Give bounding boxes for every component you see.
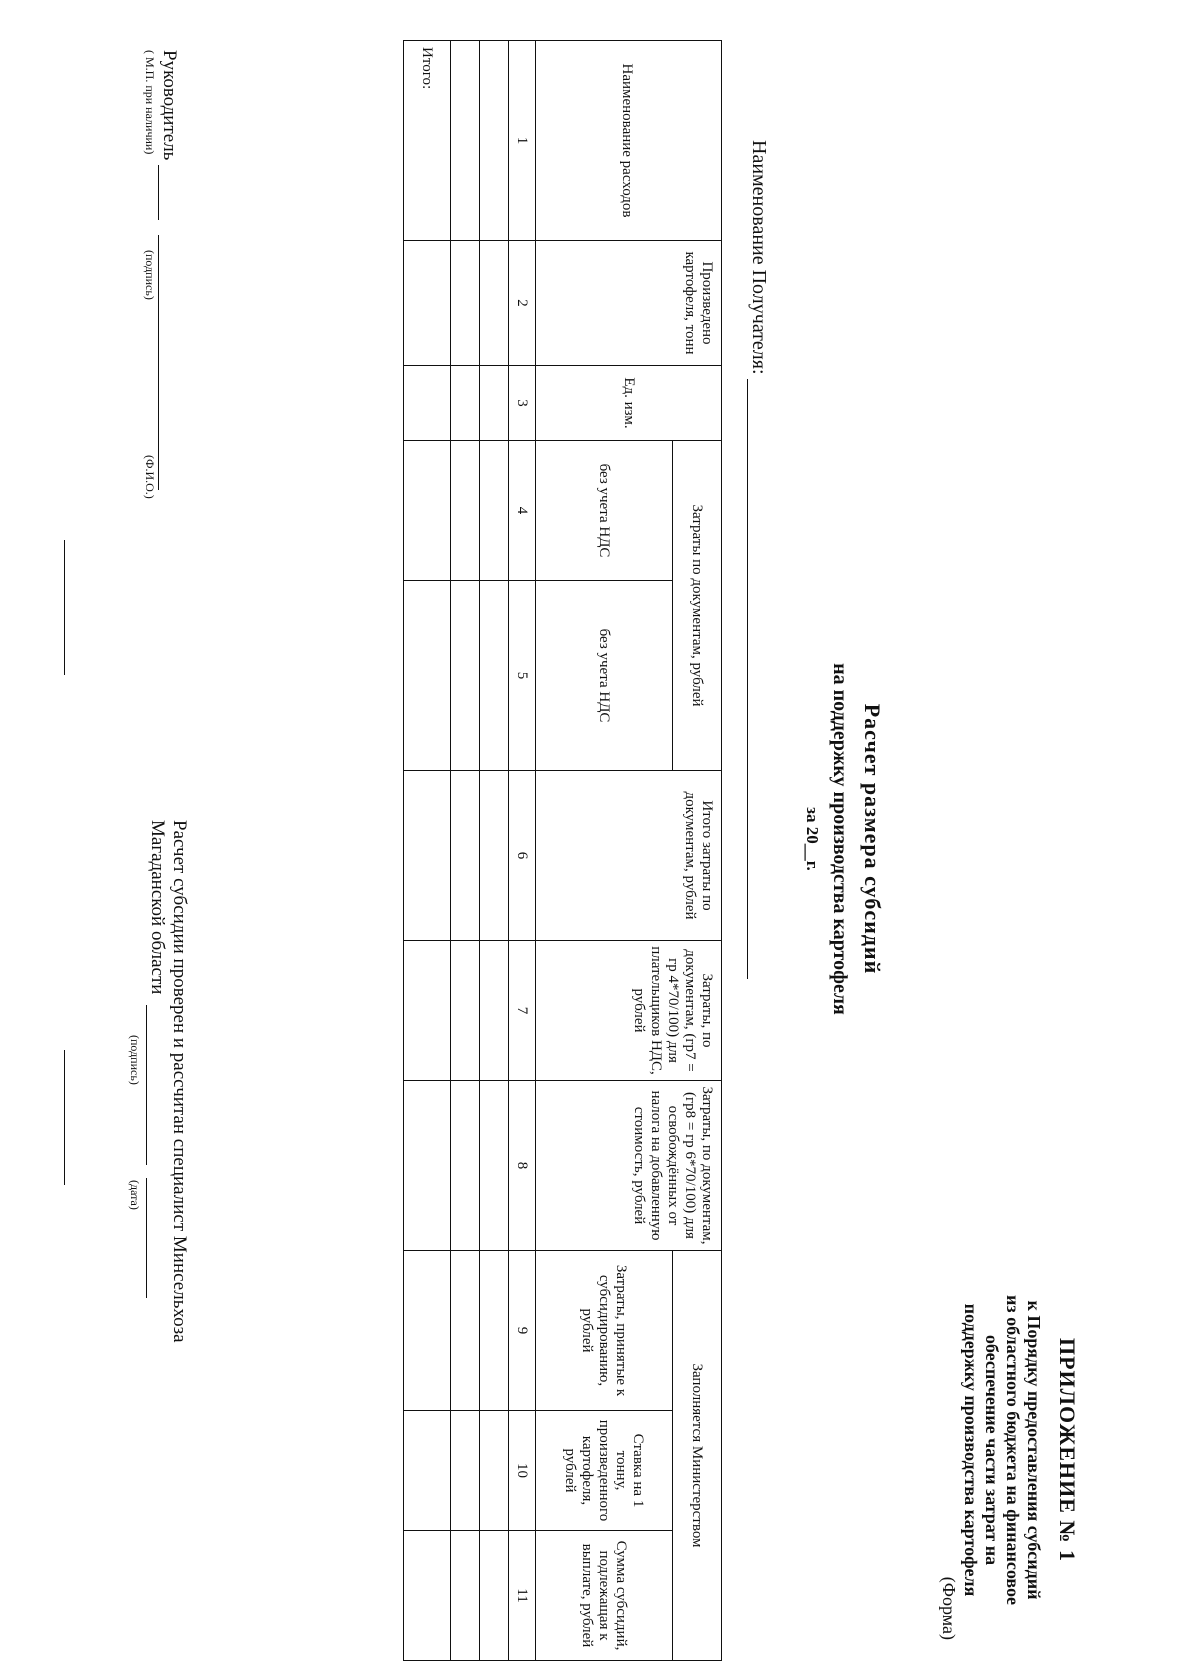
date-caption: (дата) xyxy=(128,1180,142,1210)
table-cell xyxy=(404,1531,451,1661)
table-cell xyxy=(451,1251,480,1411)
table-cell xyxy=(480,941,509,1081)
document-title: Расчет размера субсидий xyxy=(860,703,885,975)
table-cell xyxy=(451,441,480,581)
table-cell xyxy=(451,1531,480,1661)
head-signature-block xyxy=(158,50,180,490)
document-title-block xyxy=(802,0,885,1678)
col-number: 5 xyxy=(509,581,536,771)
header-col4-no-vat: без учета НДС xyxy=(536,441,673,581)
table-cell xyxy=(451,771,480,941)
table-cell xyxy=(404,1251,451,1411)
table-cell xyxy=(404,1411,451,1531)
col-number: 2 xyxy=(509,241,536,366)
col-number: 8 xyxy=(509,1081,536,1251)
col-number: 4 xyxy=(509,441,536,581)
col-number: 11 xyxy=(509,1531,536,1661)
recipient-underline xyxy=(747,379,766,979)
col-number: 3 xyxy=(509,366,536,441)
appendix-title: ПРИЛОЖЕНИЕ № 1 xyxy=(1055,1337,1080,1563)
col-number: 6 xyxy=(509,771,536,941)
specialist-signature-caption: (подпись) xyxy=(128,1035,142,1085)
header-expense-name: Наименование расходов xyxy=(536,41,722,241)
document-period: за 20__г. xyxy=(803,807,822,871)
header-col5-no-vat: без учета НДС xyxy=(536,581,673,771)
appendix-line-4: поддержку производства картофеля xyxy=(961,1303,981,1597)
appendix-line-1: к Порядку предоставления субсидий xyxy=(1024,1300,1044,1600)
header-costs-vat-payers: Затраты, по документам, (гр7 = гр 4*70/100) для плательщиков НДС, рублей xyxy=(536,941,722,1081)
head-signature-line xyxy=(158,165,177,220)
check-text-line-1: Расчет субсидии проверен и рассчитан специалист Минсельхоза xyxy=(169,820,190,1343)
extra-line-right xyxy=(64,1050,65,1185)
table-cell xyxy=(404,581,451,771)
check-text-line-2: Магаданской области xyxy=(147,820,168,995)
head-signature-caption: (подпись) xyxy=(143,250,157,300)
table-cell xyxy=(480,1411,509,1531)
header-group-ministry: Заполняется Министерством xyxy=(673,1251,722,1661)
recipient-label: Наименование Получателя: xyxy=(748,140,770,375)
table-cell xyxy=(404,241,451,366)
table-cell xyxy=(404,441,451,581)
specialist-signature-line xyxy=(146,1005,165,1165)
table-cell xyxy=(480,771,509,941)
header-rate-per-ton: Ставка на 1 тонну, произведенного картофеля, рублей xyxy=(536,1411,673,1531)
header-unit: Ед. изм. xyxy=(536,366,722,441)
recipient-field xyxy=(747,140,770,979)
table-cell xyxy=(480,41,509,241)
form-label: (Форма) xyxy=(939,1576,959,1640)
header-potatoes-produced: Произведено картофеля, тонн xyxy=(536,241,722,366)
table-row xyxy=(451,41,480,1661)
head-fio-line xyxy=(158,235,177,490)
appendix-line-3: обеспечение части затрат на xyxy=(982,1334,1002,1566)
table-cell xyxy=(451,941,480,1081)
table-cell xyxy=(404,1081,451,1251)
header-total-costs: Итого затраты по документам, рублей xyxy=(536,771,722,941)
table-cell xyxy=(480,1251,509,1411)
appendix-line-2: из областного бюджета на финансовое xyxy=(1003,1295,1023,1605)
stamp-note: ( М.П. при наличии) xyxy=(143,50,157,155)
column-number-row xyxy=(509,41,536,1661)
head-label: Руководитель xyxy=(159,50,180,161)
col-number: 1 xyxy=(509,41,536,241)
table-row xyxy=(480,41,509,1661)
header-subsidy-amount: Сумма субсидий, подлежащая к выплате, рублей xyxy=(536,1531,673,1661)
table-cell xyxy=(480,366,509,441)
date-line xyxy=(146,1178,165,1298)
table-cell xyxy=(451,41,480,241)
col-number: 7 xyxy=(509,941,536,1081)
table-cell xyxy=(451,366,480,441)
document-subtitle: на поддержку производства картофеля xyxy=(829,663,851,1015)
head-fio-caption: (Ф.И.О.) xyxy=(143,455,157,499)
table-cell xyxy=(451,1411,480,1531)
ministry-check-block xyxy=(146,820,190,1343)
table-cell xyxy=(480,441,509,581)
table-cell xyxy=(480,241,509,366)
total-label: Итого: xyxy=(404,41,451,241)
header-costs-vat-exempt: Затраты, по документам, (гр8 = гр 6*70/100) для освобождённых от налога на добавленную стоимость, рублей xyxy=(536,1081,722,1251)
header-group-docs: Затраты по документам, рублей xyxy=(673,441,722,771)
table-cell xyxy=(404,771,451,941)
appendix-header xyxy=(938,1260,1080,1640)
table-cell xyxy=(480,1081,509,1251)
table-cell xyxy=(404,366,451,441)
table-cell xyxy=(451,241,480,366)
extra-line-left xyxy=(64,540,65,675)
table-cell xyxy=(480,1531,509,1661)
col-number: 10 xyxy=(509,1411,536,1531)
subsidy-table xyxy=(403,40,722,1661)
table-cell xyxy=(451,581,480,771)
table-cell xyxy=(404,941,451,1081)
table-cell xyxy=(480,581,509,771)
check-text-line-2-row xyxy=(146,820,168,1343)
table-cell xyxy=(451,1081,480,1251)
col-number: 9 xyxy=(509,1251,536,1411)
header-costs-accepted: Затраты, принятые к субсидированию, рублей xyxy=(536,1251,673,1411)
total-row xyxy=(404,41,451,1661)
